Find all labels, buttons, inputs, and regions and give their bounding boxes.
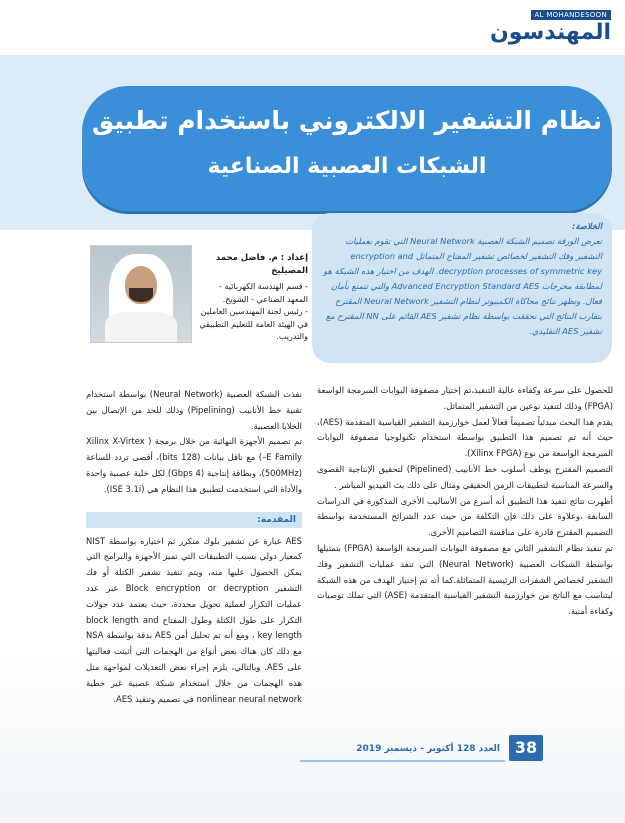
magazine-logo	[481, 10, 611, 54]
article-title-box	[82, 86, 612, 211]
section-heading-introduction: المقدمة:	[86, 512, 302, 528]
left-column	[86, 387, 302, 707]
paragraph: التصميم المقترح يوظف أسلوب خط الأنابيب (Pipelined) لتحقيق الإنتاجية القصوى والسرعة المناسبة لتطبيقات الزمن الحقيقي ومثال على ذلك بث الفيديو المباشر .	[317, 463, 613, 490]
paragraph: يقدم هذا البحث مبدئياً تصميماً فعالاً لعمل خوارزمية التشفير القياسية المتقدمة (AES)، حيث أنه تم تصميم هذا التطبيق بواسطة استخدام تكنولوجيا مصفوفة البوابات المبرمجة الواسعة من نوع (Xilinx FPGA).	[317, 416, 613, 459]
beard-shape	[129, 288, 153, 302]
abstract-label: الخلاصة:	[572, 221, 602, 231]
author-photo	[90, 245, 192, 343]
paragraph: AES عبارة عن تشفير بلوك متكرر تم اختياره بواسطة NIST كمعيار دولي بسبب التطبيقات التي تميز الأجهزة والبرامج التي يمكن الحصول عليها منه، ويتم تنفيذ تشفير الكتلة أو فك التشفير Block encryption or decryption عبر عدد عمليات التكرار لعملية تحويل محددة، حيث يعتمد عدد جولات التكرار على طول الكتلة وطول المفتاح block length and key length ، ومع أنه تم تحليل أمن AES بدقة بواسطة NSA مع ذلك كان هناك بعض أنواع من الهجمات التي أثبتت فعاليتها على AES. وبالتالي، يلزم إجراء بعض التعديلات لمواجهة مثل هذه الهجمات من خلال استخدام شبكة عصبية غير خطية nonlinear neural network في تصميم وتنفيذ AES.	[86, 535, 302, 704]
issue-info: العدد 128 أكتوبر - ديسمبر 2019	[356, 744, 500, 754]
paragraph: للحصول على سرعة وكفاءة عالية التنفيذ،تم إختيار مصفوفة البوابات المبرمجة الواسعة (FPGA) وذلك لتنفيذ نوعين من التشفير المتماثل.	[317, 385, 613, 411]
author-name: إعداد : م. فاضل محمد المصيليخ	[215, 253, 308, 276]
logo-wordmark: المهندسون	[490, 20, 611, 45]
author-info	[196, 252, 308, 344]
article-title-line-1: نظام التشفير الالكتروني باستخدام تطبيق	[91, 106, 603, 135]
paragraph: أظهرت نتائج تنفيذ هذا التطبيق أنه أسرع من الأساليب الأخرى المذكورة في الدراسات السابقة ،وعلاوة على ذلك فإن التكلفة من حيث عدد الشرائح المستخدمة بواسطة التصميم المقترح قادرة على منافسة التصاميم الأخرى.	[317, 495, 613, 538]
abstract-content	[322, 219, 602, 339]
author-affiliation: - قسم الهندسة الكهربائية - المعهد الصناعي - الشويخ.	[219, 282, 308, 304]
paragraph: تم تصميم الأجهزة النهائية من خلال برمجة ( Xilinx X-Virtex –E Family) مع ناقل بيانات (128 bits)، أقصى تردد للساعة (500MHz)، وبطاقة إنتاجية (4 Gbps) لكل خلية عصبية واحدة والأداة التي استخدمت لتطبيق هذا النظام هي (ISE 3.1i).	[86, 436, 302, 494]
abstract-box	[312, 213, 612, 363]
paragraph: نفذت الشبكة العصبية (Neural Network) بواسطة استخدام تقنية خط الأنابيب (Pipelining) وذلك للحد من الإتصال بين الخلايا العصبية.	[86, 389, 302, 431]
page-number: 38	[509, 735, 543, 761]
right-column	[317, 383, 613, 620]
abstract-body: تعرض الورقة تصميم الشبكة العصبية Neural Network التي تقوم بعمليات التشفير وفك التشفير لخصائص تشفير المفتاح المتماثل encryption and decryption processes of symmetric key. الهدف من اختيار هذه الشبكة هو لمطابقة مخرجات Advanced Encryption Standard AES والتي تتمتع بأمان فعال. وتظهر نتائج محاكاة الكمبيوتر لنظام التشفير Neural Network المقترح بتقارب النتائج التي تحققت بواسطة نظام تشفير AES القائم على NN المقترح مع تشفير AES التقليدي.	[323, 236, 602, 336]
footer-divider	[300, 760, 505, 762]
paragraph: تم تنفيذ نظام التشفير الثاني مع مصفوفة البوابات المبرمجة الواسعة (FPGA) بتمثيلها بواسطة الشبكات العصبية (Neural Network) التي تنفذ عمليات التشفير وفك التشفير لخصائص الشفرات الرئيسية المتماثلة.كما أنه تم إختيار الهدف من هذه الشبكة ليتناسب مع الناتج من خوارزمية التشفير القياسية المتقدمة (ASE) التي تملك توصيات وكفاءة أمنية.	[317, 542, 614, 617]
article-title-line-2: الشبكات العصبية الصناعية	[207, 154, 487, 179]
body-shape	[105, 312, 177, 343]
author-position: - رئيس لجنة المهندسين العاملين في الهيئة العامة للتعليم التطبيقي والتدريب.	[199, 307, 308, 341]
logo-tagline: AL MOHANDESOON	[531, 10, 611, 20]
